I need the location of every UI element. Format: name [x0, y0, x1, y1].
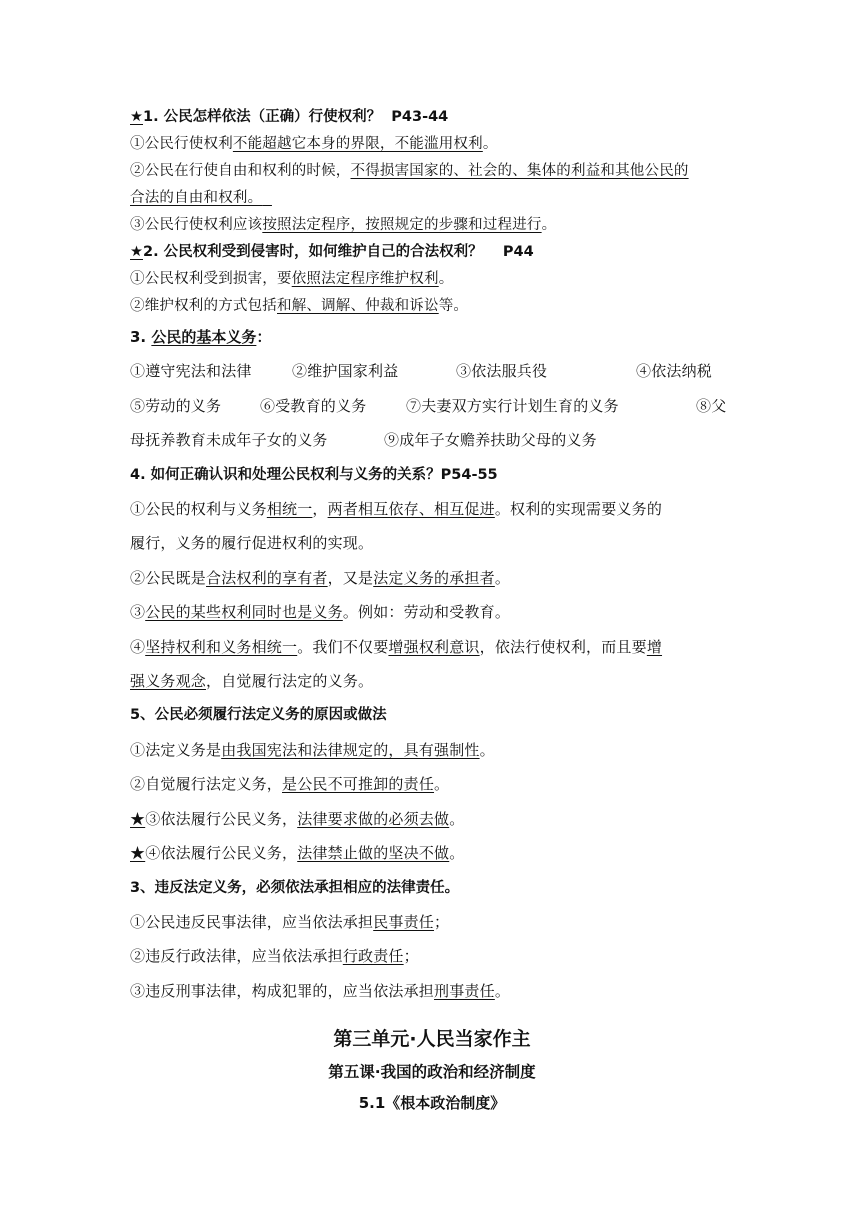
- duty-list-line: ⑤劳动的义务 ⑥受教育的义务 ⑦夫妻双方实行计划生育的义务 ⑧父: [130, 396, 727, 415]
- answer-item-continued: 强义务观念，自觉履行法定的义务。: [130, 672, 374, 691]
- answer-item: ②违反行政法律，应当依法承担行政责任；: [130, 947, 419, 966]
- answer-item: ②公民既是合法权利的享有者，又是法定义务的承担者。: [130, 568, 511, 587]
- section-duties: [130, 320, 734, 1008]
- document-content: [130, 104, 734, 1117]
- section-rights-exercise: [130, 104, 734, 320]
- question-heading-4: 4. 如何正确认识和处理公民权利与义务的关系？P54-55: [130, 466, 498, 483]
- question-heading-6: 3、违反法定义务，必须依法承担相应的法律责任。: [130, 879, 460, 896]
- star-icon: ★: [130, 244, 143, 260]
- answer-item: ★④依法履行公民义务，法律禁止做的坚决不做。: [130, 844, 465, 863]
- question-heading-1: ★1. 公民怎样依法（正确）行使权利？ P43-44: [130, 109, 449, 125]
- star-icon: ★: [130, 844, 146, 863]
- duty-list-line: 母抚养教育未成年子女的义务 ⑨成年子女赡养扶助父母的义务: [130, 431, 597, 450]
- star-icon: ★: [130, 109, 143, 125]
- answer-item: ★③依法履行公民义务，法律要求做的必须去做。: [130, 809, 465, 828]
- answer-item: ①公民违反民事法律，应当依法承担民事责任；: [130, 912, 450, 931]
- answer-item: ③违反刑事法律，构成犯罪的，应当依法承担刑事责任。: [130, 981, 511, 1000]
- answer-item: ③公民的某些权利同时也是义务。例如：劳动和受教育。: [130, 603, 511, 622]
- answer-item: ②维护权利的方式包括和解、调解、仲裁和诉讼等。: [130, 298, 469, 314]
- star-icon: ★: [130, 809, 146, 828]
- answer-item: ③公民行使权利应该按照法定程序，按照规定的步骤和过程进行。: [130, 217, 557, 233]
- answer-item: ①法定义务是由我国宪法和法律规定的，具有强制性。: [130, 740, 495, 759]
- lesson-title: 第五课·我国的政治和经济制度: [328, 1063, 536, 1082]
- answer-item: ①公民权利受到损害，要依照法定程序维护权利。: [130, 271, 454, 287]
- answer-item-continued: 合法的自由和权利。: [130, 190, 263, 206]
- answer-item: ②自觉履行法定义务，是公民不可推卸的责任。: [130, 775, 450, 794]
- duty-list-line: ①遵守宪法和法律 ②维护国家利益 ③依法服兵役 ④依法纳税: [130, 362, 713, 381]
- question-heading-3: 3. 公民的基本义务：: [130, 328, 272, 346]
- answer-item: ①公民的权利与义务相统一，两者相互依存、相互促进。权利的实现需要义务的: [130, 500, 663, 519]
- answer-item: ④坚持权利和义务相统一。我们不仅要增强权利意识，依法行使权利，而且要增: [130, 637, 663, 656]
- answer-item: ②公民在行使自由和权利的时候，不得损害国家的、社会的、集体的利益和其他公民的: [130, 163, 689, 179]
- page-ref: P44: [502, 244, 534, 260]
- answer-item-continued: 履行，义务的履行促进权利的实现。: [130, 534, 374, 553]
- question-heading-2: ★2. 公民权利受到侵害时，如何维护自己的合法权利？ P44: [130, 244, 534, 260]
- section-title: 5.1《根本政治制度》: [358, 1094, 506, 1113]
- unit-title: 第三单元·人民当家作主: [333, 1028, 531, 1051]
- question-heading-5: 5、公民必须履行法定义务的原因或做法: [130, 707, 387, 724]
- page-ref: P43-44: [391, 109, 449, 125]
- answer-item: ①公民行使权利不能超越它本身的界限，不能滥用权利。: [130, 136, 498, 152]
